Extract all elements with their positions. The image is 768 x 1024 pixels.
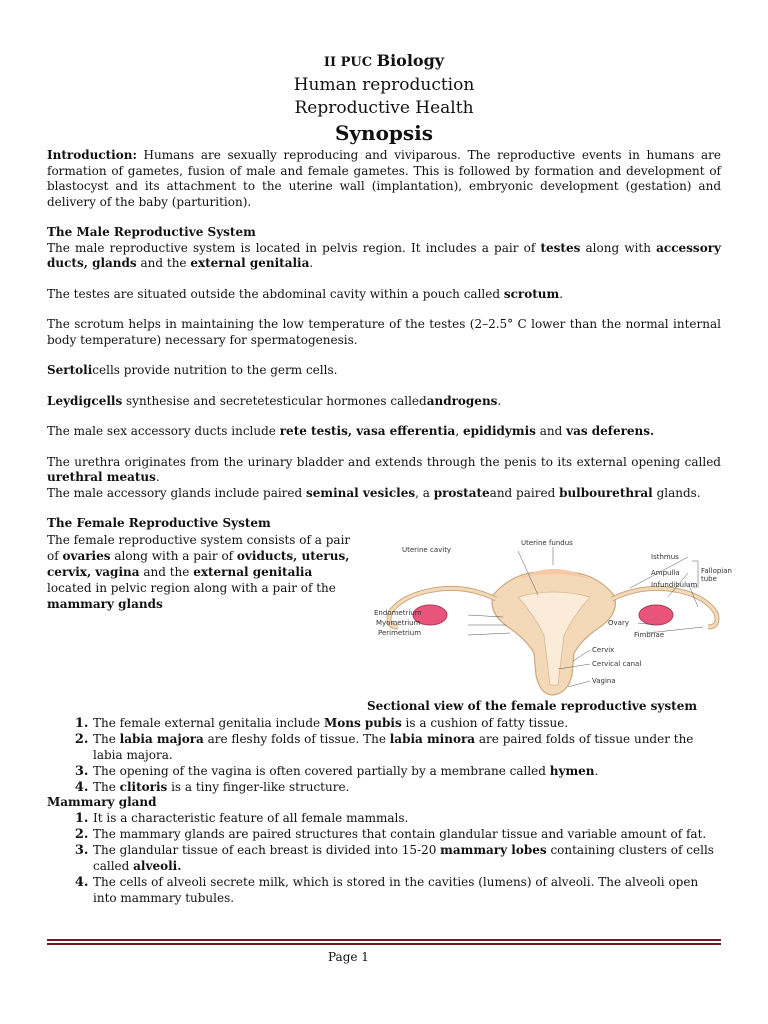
- label-tube: tube: [701, 574, 717, 583]
- course-title: II PUC Biology: [323, 51, 445, 70]
- document-page: [47, 50, 732, 906]
- list-item: 4. The cells of alveoli secrete milk, which is stored in the cavities (lumens) of alveoli. The alveoli open into mammary tubules.: [93, 874, 721, 906]
- footer-rule: [47, 939, 721, 945]
- label-endometrium: Endometrium: [374, 608, 422, 617]
- label-ampulla: Ampulla: [651, 568, 680, 577]
- label-fimbriae: Fimbriae: [634, 630, 665, 639]
- label-uterine-fundus: Uterine fundus: [521, 538, 573, 547]
- label-fallopian: Fallopian: [701, 566, 732, 575]
- diagram-caption: Sectional view of the female reproductive system: [367, 698, 698, 713]
- female-reproductive-diagram: [368, 535, 732, 695]
- page-number: Page 1: [328, 950, 369, 964]
- synopsis-title: Synopsis: [334, 121, 434, 145]
- male-paragraph-5: Leydigcells synthesise and secretetesticular hormones calledandrogens.: [47, 393, 502, 408]
- female-section: [47, 532, 732, 717]
- label-isthmus: Isthmus: [651, 552, 679, 561]
- mammary-heading: Mammary gland: [47, 794, 157, 809]
- list-item: 2. The labia majora are fleshy folds of tissue. The labia minora are paired folds of tissue under the labia majora.: [93, 731, 721, 763]
- label-cervical-canal: Cervical canal: [592, 659, 642, 668]
- male-paragraph-2: The testes are situated outside the abdominal cavity within a pouch called scrotum.: [47, 286, 564, 301]
- list-item: 3. The glandular tissue of each breast is divided into 15-20 mammary lobes containing clusters of cells called alveoli.: [93, 842, 721, 874]
- male-paragraph-7: The urethra originates from the urinary bladder and extends through the penis to its external opening called urethral meatus.: [47, 454, 721, 484]
- male-paragraph-3: The scrotum helps in maintaining the low temperature of the testes (2–2.5° C lower than the normal internal body temperature) necessary for spermatogenesis.: [47, 317, 721, 347]
- mammary-list: [47, 810, 721, 906]
- label-uterine-cavity: Uterine cavity: [402, 545, 452, 554]
- title-block: [47, 50, 721, 146]
- label-vagina: Vagina: [592, 676, 616, 685]
- intro-paragraph: Introduction: Humans are sexually reproducing and viviparous. The reproductive events in humans are formation of gametes, fusion of male and female gametes. This is followed by formation and development of blastocyst and its attachment to the uterine wall (implantation), embryonic development (gestation) and delivery of the baby (parturition).: [47, 148, 721, 209]
- male-heading: The Male Reproductive System: [47, 225, 256, 239]
- label-perimetrium: Perimetrium: [378, 628, 422, 637]
- male-paragraph-8: The male accessory glands include paired seminal vesicles, a prostateand paired bulbourethral glands.: [47, 485, 701, 500]
- list-item: 1. It is a characteristic feature of all female mammals.: [93, 810, 721, 826]
- male-paragraph-1: The male reproductive system is located in pelvis region. It includes a pair of testes along with accessory ducts, glands and the external genitalia.: [47, 240, 721, 270]
- list-item: 2. The mammary glands are paired structures that contain glandular tissue and variable amount of fat.: [93, 826, 721, 842]
- label-ovary: Ovary: [608, 618, 629, 627]
- list-item: 1. The female external genitalia include Mons pubis is a cushion of fatty tissue.: [93, 715, 721, 731]
- female-genitalia-list: [47, 715, 721, 795]
- female-heading: The Female Reproductive System: [47, 516, 271, 530]
- list-item: 3. The opening of the vagina is often covered partially by a membrane called hymen.: [93, 763, 721, 779]
- female-paragraph: The female reproductive system consists of a pair of ovaries along with a pair of oviducts, uterus, cervix, vagina and the external genitalia located in pelvic region along with a pair of the mammary glands: [47, 532, 351, 611]
- chapter-title: Human reproduction: [293, 75, 475, 95]
- list-item: 4. The clitoris is a tiny finger-like structure.: [93, 779, 721, 795]
- male-paragraph-6: The male sex accessory ducts include rete testis, vasa efferentia, epididymis and vas deferens.: [47, 424, 655, 438]
- male-paragraph-4: Sertolicells provide nutrition to the germ cells.: [47, 363, 338, 377]
- label-myometrium: Myometrium: [376, 618, 421, 627]
- right-ovary: [639, 605, 673, 625]
- label-cervix: Cervix: [592, 645, 615, 654]
- label-infundibulum: Infundibulum: [651, 580, 698, 589]
- chapter-subtitle: Reproductive Health: [294, 98, 474, 118]
